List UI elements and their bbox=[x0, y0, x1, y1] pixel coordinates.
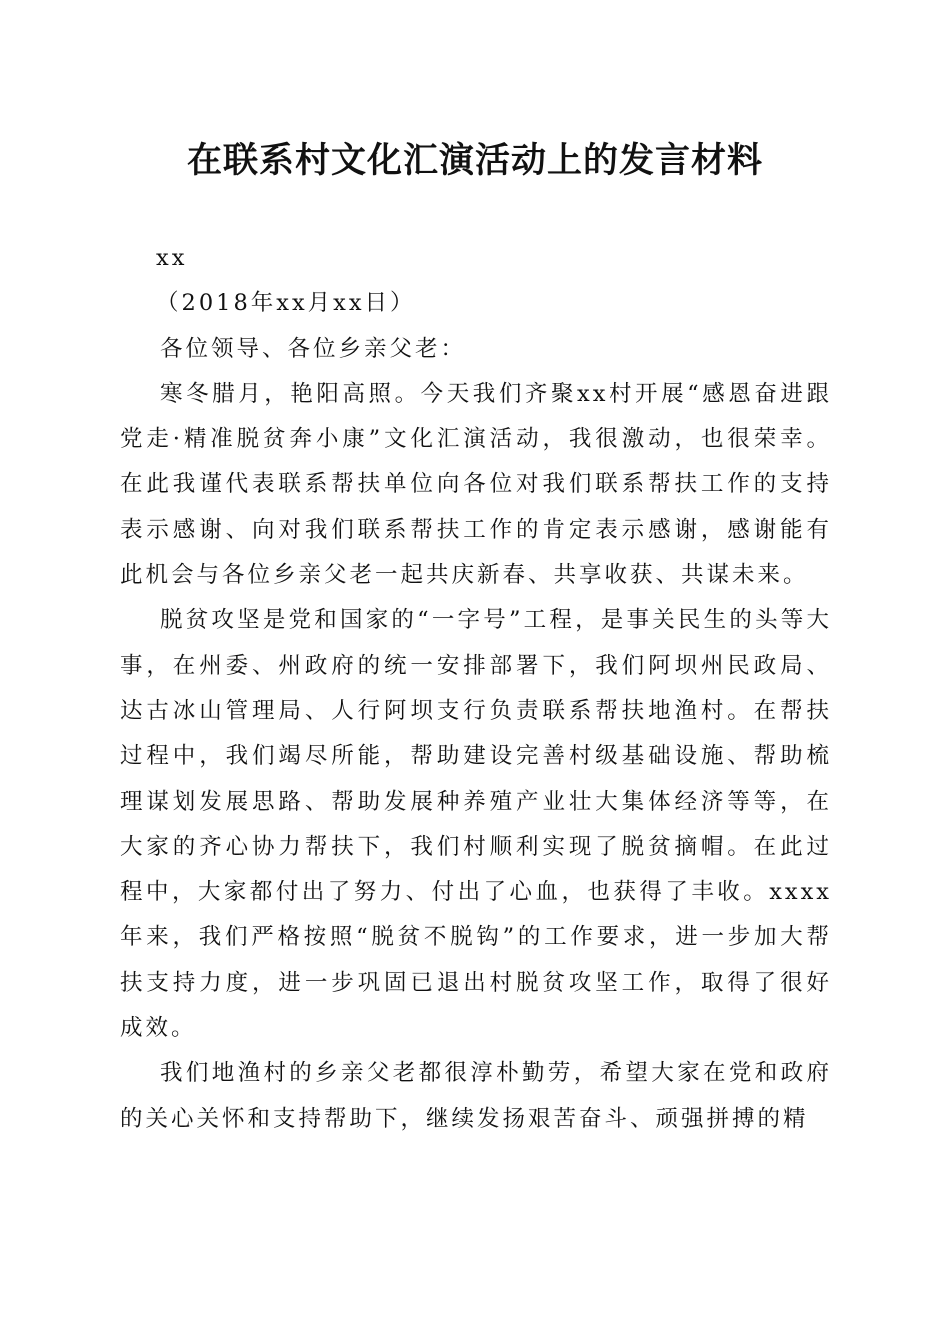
date-line: （2018年xx月xx日） bbox=[156, 290, 416, 317]
document-title: 在联系村文化汇演活动上的发言材料 bbox=[186, 140, 763, 181]
paragraph: 脱贫攻坚是党和国家的“一字号”工程，是事关民生的头等大事，在州委、州政府的统一安排部署下，我们阿坝州民政局、达古冰山管理局、人行阿坝支行负责联系帮扶地渔村。在帮扶过程中，我们竭尽所能，帮助建设完善村级基础设施、帮助梳理谋划发展思路、帮助发展种养殖产业壮大集体经济等等，在大家的齐心协力帮扶下，我们村顺利实现了脱贫摘帽。在此过程中，大家都付出了努力、付出了心血，也获得了丰收。xxxx年来，我们严格按照“脱贫不脱钩”的工作要求，进一步加大帮扶支持力度，进一步巩固已退出村脱贫攻坚工作，取得了很好成效。 bbox=[120, 607, 832, 1042]
document-body bbox=[120, 236, 832, 1142]
paragraph: 寒冬腊月，艳阳高照。今天我们齐聚xx村开展“感恩奋进跟党走·精准脱贫奔小康”文化汇演活动，我很激动，也很荣幸。在此我谨代表联系帮扶单位向各位对我们联系帮扶工作的支持表示感谢、向对我们联系帮扶工作的肯定表示感谢，感谢能有此机会与各位乡亲父老一起共庆新春、共享收获、共谋未来。 bbox=[120, 380, 832, 589]
paragraph: 我们地渔村的乡亲父老都很淳朴勤劳，希望大家在党和政府的关心关怀和支持帮助下，继续发扬艰苦奋斗、顽强拼搏的精 bbox=[120, 1060, 832, 1132]
author-line: xx bbox=[156, 245, 188, 271]
salutation: 各位领导、各位乡亲父老： bbox=[160, 335, 467, 362]
